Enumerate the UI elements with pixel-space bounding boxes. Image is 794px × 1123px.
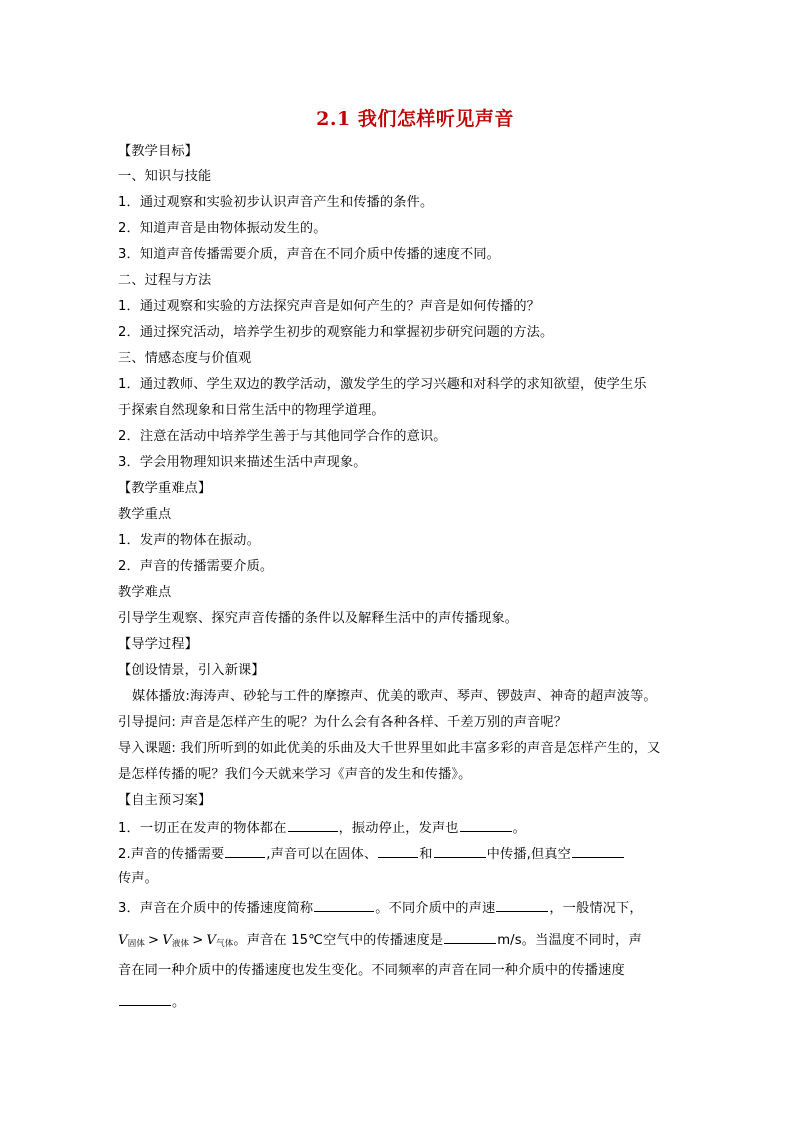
- page-title: 2.1 我们怎样听见声音: [316, 108, 514, 130]
- question-3-line4: [118, 992, 185, 1012]
- gt-symbol-1: >: [148, 933, 160, 948]
- v-symbol-3: V: [206, 933, 217, 948]
- intro-media: 媒体播放:海涛声、砂轮与工件的摩擦声、优美的歌声、琴声、锣鼓声、神奇的超声波等。: [132, 689, 657, 704]
- q1-blank-1[interactable]: [288, 818, 338, 832]
- q3-blank-4[interactable]: [119, 992, 171, 1006]
- q2-blank-2[interactable]: [378, 844, 418, 858]
- attitude-item-2: 2．注意在活动中培养学生善于与其他同学合作的意识。: [118, 429, 447, 444]
- q1-text-3: 。: [512, 821, 526, 836]
- intro-topic-line1: 导入课题: 我们所听到的如此优美的乐曲及大千世界里如此丰富多彩的声音是怎样产生的，又: [118, 741, 661, 756]
- section-heading-key-points: 【教学重难点】: [118, 481, 212, 496]
- q3-blank-2[interactable]: [496, 898, 548, 912]
- section-heading-process: 【导学过程】: [118, 637, 199, 652]
- question-3-line2: [118, 930, 642, 953]
- section-heading-objectives: 【教学目标】: [118, 144, 199, 159]
- q2-blank-1[interactable]: [225, 844, 265, 858]
- q3-text-7: 。: [172, 995, 186, 1010]
- sub-solid: 固体: [127, 939, 145, 949]
- question-3-line3: 音在同一种介质中的传播速度也发生变化。不同频率的声音在同一种介质中的传播速度: [118, 963, 625, 978]
- v-symbol-2: V: [162, 933, 172, 948]
- sub-gas: 气体: [216, 939, 234, 949]
- subheading-attitude: 三、情感态度与价值观: [118, 351, 252, 366]
- v-symbol-1: V: [118, 933, 128, 948]
- q2-blank-3[interactable]: [434, 844, 486, 858]
- question-2: [118, 844, 625, 864]
- key-item-1: 1．发声的物体在振动。: [118, 533, 260, 548]
- section-heading-preview: 【自主预习案】: [118, 793, 212, 808]
- attitude-item-3: 3．学会用物理知识来描述生活中声现象。: [118, 455, 367, 470]
- attitude-item-1-line2: 于探索自然现象和日常生活中的物理学道理。: [118, 403, 385, 418]
- key-item-2: 2．声音的传播需要介质。: [118, 559, 274, 574]
- q3-text-2: 。不同介质中的声速: [375, 901, 496, 916]
- q3-text-1: 3．声音在介质中的传播速度简称: [118, 901, 314, 916]
- process-item-2: 2．通过探究活动，培养学生初步的观察能力和掌握初步研究问题的方法。: [118, 325, 554, 340]
- intro-question: 引导提问: 声音是怎样产生的呢？为什么会有各种各样、千差万别的声音呢？: [118, 715, 568, 730]
- q1-text-1: 1．一切正在发声的物体都在: [118, 821, 287, 836]
- sub-liquid: 液体: [171, 939, 190, 949]
- q3-blank-3[interactable]: [444, 930, 496, 944]
- subheading-process: 二、过程与方法: [118, 273, 212, 288]
- intro-topic-line2: 是怎样传播的呢？我们今天就来学习《声音的发生和传播》。: [118, 767, 472, 782]
- question-2-cont: 传声。: [118, 871, 159, 886]
- q3-text-5: m/s。当温度不同时，声: [497, 933, 642, 948]
- q2-text-1: 2.声音的传播需要: [118, 847, 225, 862]
- q2-text-3: 和: [419, 847, 433, 862]
- question-1: [118, 818, 526, 838]
- process-item-1: 1．通过观察和实验的方法探究声音是如何产生的？声音是如何传播的？: [118, 299, 540, 314]
- subheading-key: 教学重点: [118, 507, 172, 522]
- subheading-intro: 【创设情景，引入新课】: [118, 663, 265, 678]
- difficult-item-1: 引导学生观察、探究声音传播的条件以及解释生活中的声传播现象。: [118, 611, 519, 626]
- q3-text-4: 。声音在 15℃空气中的传播速度是: [233, 933, 444, 948]
- q1-blank-2[interactable]: [460, 818, 512, 832]
- q2-blank-4[interactable]: [572, 844, 624, 858]
- q2-text-4: 中传播,但真空: [486, 847, 572, 862]
- gt-symbol-2: >: [192, 933, 204, 948]
- q3-text-3: ，一般情况下，: [549, 901, 643, 916]
- subheading-difficult: 教学难点: [118, 585, 172, 600]
- subheading-knowledge: 一、知识与技能: [118, 169, 212, 184]
- q2-text-2: ,声音可以在固体、: [266, 847, 378, 862]
- attitude-item-1-line1: 1．通过教师、学生双边的教学活动，激发学生的学习兴趣和对科学的求知欲望，使学生乐: [118, 377, 647, 392]
- knowledge-item-2: 2．知道声音是由物体振动发生的。: [118, 221, 327, 236]
- knowledge-item-1: 1．通过观察和实验初步认识声音产生和传播的条件。: [118, 195, 434, 210]
- q3-blank-1[interactable]: [314, 898, 374, 912]
- question-3-line1: [118, 898, 643, 918]
- q1-text-2: ，振动停止，发声也: [338, 821, 459, 836]
- knowledge-item-3: 3．知道声音传播需要介质，声音在不同介质中传播的速度不同。: [118, 247, 500, 262]
